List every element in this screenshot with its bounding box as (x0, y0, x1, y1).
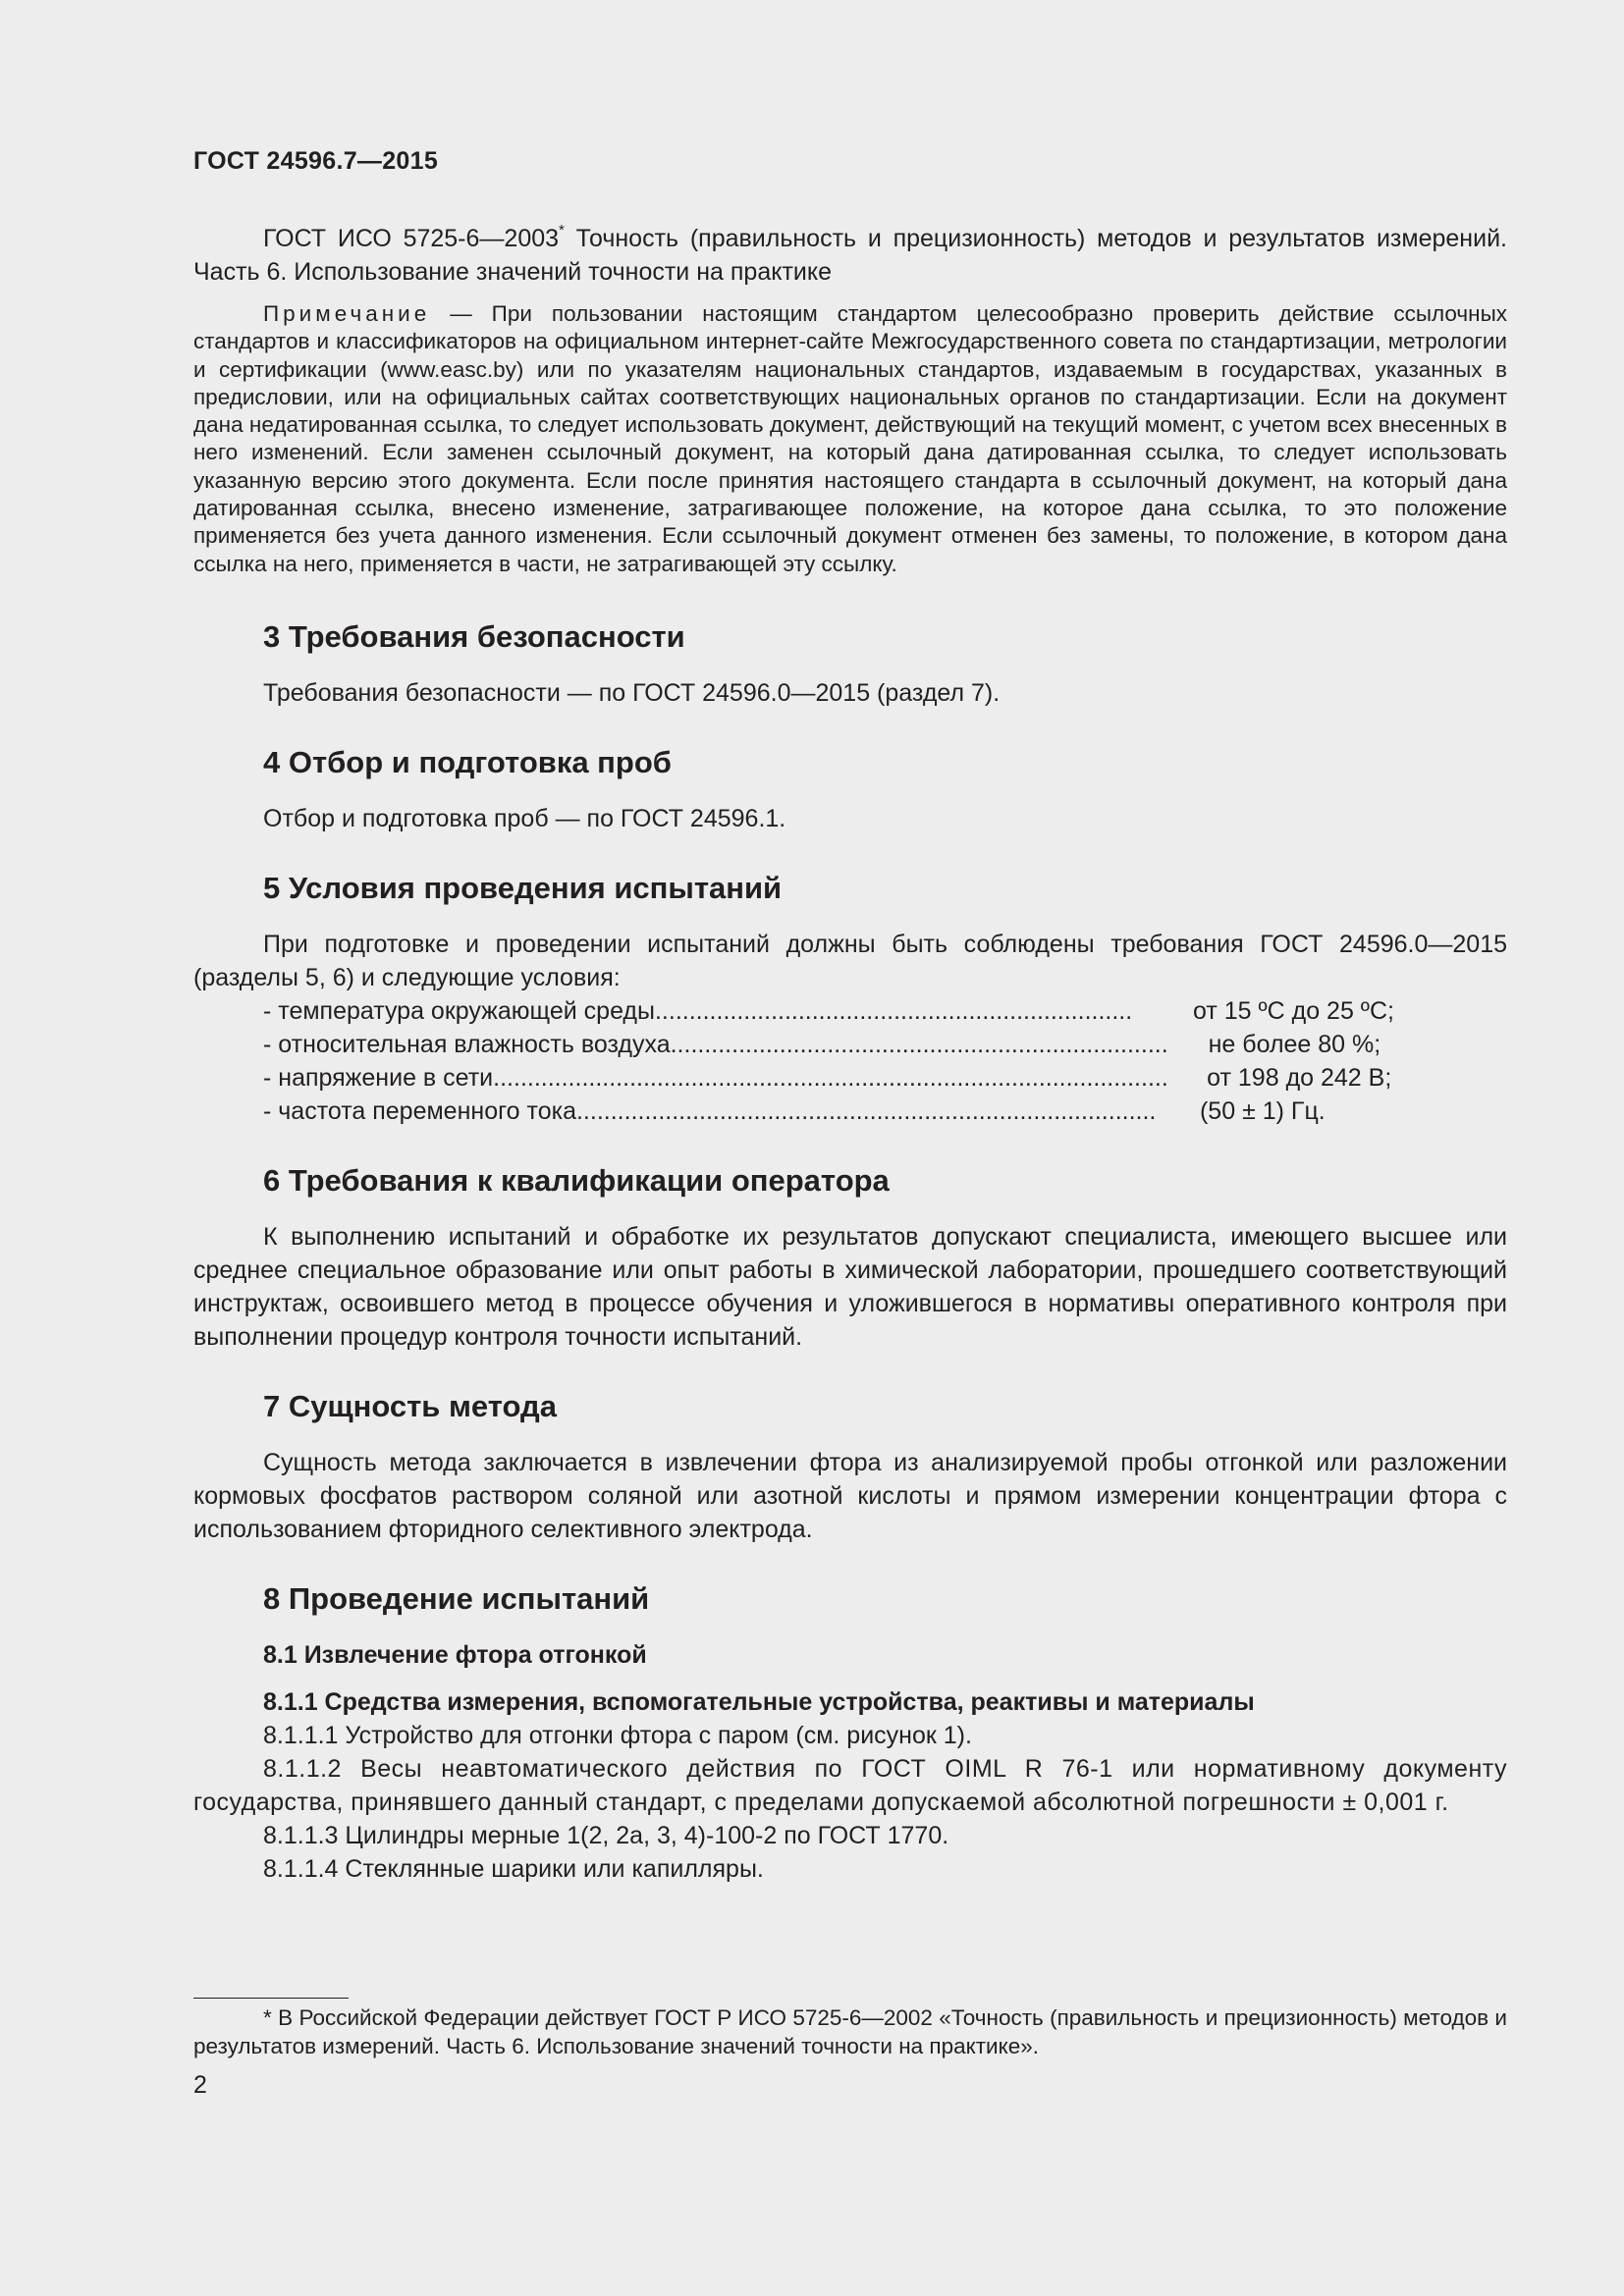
condition-leader-dots: ................................................................................................... (493, 1063, 1168, 1092)
section-3-title: 3 Требования безопасности (263, 618, 685, 654)
section-5-title: 5 Условия проведения испытаний (263, 870, 783, 905)
section-4-text: Отбор и подготовка проб — по ГОСТ 24596.1. (263, 804, 786, 832)
section-6-title: 6 Требования к квалификации оператора (263, 1162, 890, 1198)
condition-leader-dots: ......................................................................... (670, 1030, 1168, 1058)
section-6-text: К выполнению испытаний и обработке их результатов допускают специалиста, имеющего высшее или среднее специальное образование или опыт работы в химической лаборатории, прошедшего соответствующий инструктаж, освоившего метод в процессе обучения и уложившегося в нормативы оперативного контроля при выполнении процедур контроля точности испытаний. (193, 1222, 1507, 1351)
section-7-title: 7 Сущность метода (263, 1388, 557, 1423)
note-label: Примечание (263, 301, 431, 326)
condition-leader-dots: ..................................................................................... (575, 1096, 1157, 1125)
section-4-title: 4 Отбор и подготовка проб (263, 744, 672, 779)
section-8-title: 8 Проведение испытаний (263, 1580, 650, 1616)
section-7-text: Сущность метода заключается в извлечении фтора из анализируемой пробы отгонкой или разложении кормовых фосфатов раствором соляной или азотной кислоты и прямом измерении концентрации фтора с использованием фторидного селективного электрода. (193, 1448, 1507, 1543)
condition-name: - относительная влажность воздуха (263, 1030, 671, 1058)
conditions-list (193, 994, 1507, 1128)
condition-value: от 15 ºС до 25 ºС; (1192, 996, 1394, 1025)
item-8-1-1-3: 8.1.1.3 Цилиндры мерные 1(2, 2а, 3, 4)-100-2 по ГОСТ 1770. (263, 1821, 949, 1849)
page-number: 2 (193, 2071, 207, 2099)
item-8-1-1-2: 8.1.1.2 Весы неавтоматического действия по ГОСТ OIML R 76-1 или нормативному документу государства, принявшего данный стандарт, с пределами допускаемой абсолютной погрешности ± 0,001 г. (193, 1754, 1507, 1816)
footnote: * В Российской Федерации действует ГОСТ Р ИСО 5725-6—2002 «Точность (правильность и прецизионность) методов и результатов измерений. Часть 6. Использование значений точности на практике». (193, 2005, 1507, 2058)
item-8-1-1-1: 8.1.1.1 Устройство для отгонки фтора с паром (см. рисунок 1). (263, 1721, 972, 1749)
condition-row (193, 994, 1504, 1028)
condition-name: - температура окружающей среды (263, 996, 655, 1025)
condition-value: (50 ± 1) Гц. (1199, 1096, 1326, 1125)
condition-name: - частота переменного тока (263, 1096, 576, 1125)
condition-row (193, 1095, 1504, 1128)
reference-title: Точность (правильность и прецизионность) методов и результатов измерений. Часть 6. Использование значений точности на практике (193, 225, 1507, 286)
footnote-divider (193, 1998, 349, 1999)
footnote-marker: * (559, 222, 565, 239)
section-5-intro: При подготовке и проведении испытаний должны быть соблюдены требования ГОСТ 24596.0—2015 (разделы 5, 6) и следующие условия: (193, 930, 1507, 991)
reference-code: ГОСТ ИСО 5725-6—2003 (263, 225, 560, 252)
subsection-8-1-1-title: 8.1.1 Средства измерения, вспомогательные устройства, реактивы и материалы (263, 1687, 1255, 1716)
condition-value: не более 80 %; (1208, 1030, 1381, 1058)
document-code-header: ГОСТ 24596.7—2015 (193, 147, 439, 175)
subsection-8-1-title: 8.1 Извлечение фтора отгонкой (263, 1640, 647, 1669)
condition-row (193, 1028, 1504, 1061)
condition-value: от 198 до 242 В; (1207, 1063, 1392, 1092)
condition-row (193, 1061, 1504, 1095)
section-3-text: Требования безопасности — по ГОСТ 24596.0—2015 (раздел 7). (263, 678, 1001, 707)
condition-name: - напряжение в сети (263, 1063, 494, 1092)
normative-reference (193, 222, 1507, 289)
page-content (193, 222, 1507, 1886)
item-8-1-1-4: 8.1.1.4 Стеклянные шарики или капилляры. (263, 1854, 764, 1883)
condition-leader-dots: ...................................................................... (654, 996, 1133, 1025)
note-text: — При пользовании настоящим стандартом целесообразно проверить действие ссылочных стандартов и классификаторов на официальном интернет-сайте Межгосударственного совета по стандартизации, метрологии и сертификации (www.easc.by) или по указателям национальных стандартов, издаваемым в государствах, указанных в предисловии, или на официальных сайтах соответствующих национальных органов по стандартизации. Если на документ дана недатированная ссылка, то следует использовать документ, действующий на текущий момент, с учетом всех внесенных в него изменений. Если заменен ссылочный документ, на который дана датированная ссылка, то следует использовать указанную версию этого документа. Если после принятия настоящего стандарта в ссылочный документ, на который дана датированная ссылка, внесено изменение, затрагивающее положение, на которое дана ссылка, то это положение применяется без учета данного изменения. Если ссылочный документ отменен без замены, то положение, в котором дана ссылка на него, применяется в части, не затрагивающей эту ссылку. (193, 301, 1507, 576)
note-paragraph (193, 300, 1507, 578)
